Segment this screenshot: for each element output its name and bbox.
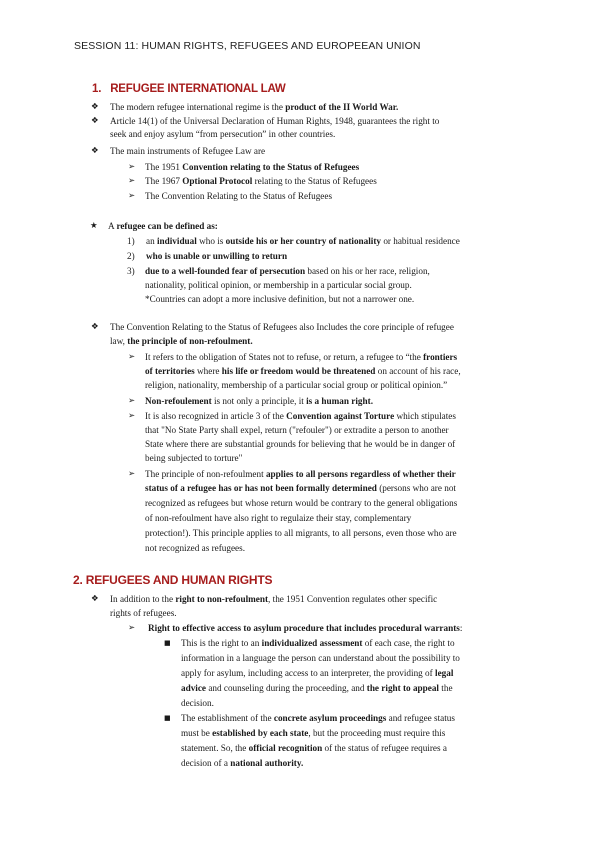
torture-convention-line-4: being subjected to torture": [145, 453, 243, 463]
definition-item-2: who is unable or unwilling to return: [146, 251, 288, 261]
definition-item-3: due to a well-founded fear of persecution based on his or her race, religion,: [145, 266, 430, 276]
applies-to-all-line-6: not recognized as refugees.: [145, 543, 245, 553]
arrow-bullet-icon: ➢: [128, 162, 136, 172]
torture-convention-line-3: State where there are substantial grounds for believing that he would be in danger of: [145, 439, 456, 449]
asylum-procedure-right: Right to effective access to asylum procedure that includes procedural warrants:: [148, 623, 463, 633]
refoulement-obligation-line-1: It refers to the obligation of States not to refuse, or return, a refugee to “the frontiers: [145, 352, 458, 362]
individual-assessment-line-3: apply for asylum, including access to an interpreter, the providing of legal: [181, 668, 454, 678]
asylum-proceedings-line-2: must be established by each state, but the proceeding must require this: [181, 728, 446, 738]
convention-core-principle-line-1: The Convention Relating to the Status of Refugees also Includes the core principle of refugee: [110, 322, 454, 332]
bullet-udhr-line-2: seek and enjoy asylum “from persecution” in other countries.: [110, 129, 336, 139]
instrument-convention-status: The Convention Relating to the Status of Refugees: [145, 191, 333, 201]
definition-item-3-number: 3): [127, 266, 135, 276]
square-bullet-icon: ■: [164, 714, 171, 722]
definition-item-3-line-2: nationality, political opinion, or membership in a particular social group.: [145, 280, 412, 290]
arrow-bullet-icon: ➢: [128, 176, 136, 186]
section-1-title: REFUGEE INTERNATIONAL LAW: [110, 83, 286, 95]
other-rights-line-1: In addition to the right to non-refoulment, the 1951 Convention regulates other specific: [110, 594, 438, 604]
individual-assessment-line-4: advice and counseling during the proceeding, and the right to appeal the: [181, 683, 453, 693]
arrow-bullet-icon: ➢: [128, 411, 136, 421]
other-rights-line-2: rights of refugees.: [110, 608, 177, 618]
applies-to-all-line-1: The principle of non-refoulment applies to all persons regardless of whether their: [145, 469, 456, 479]
definition-item-1-number: 1): [127, 236, 135, 246]
applies-to-all-line-2: status of a refugee has or has not been formally determined (persons who are not: [145, 483, 456, 493]
section-1-number: 1.: [92, 83, 102, 95]
arrow-bullet-icon: ➢: [128, 623, 136, 633]
diamond-bullet-icon: ❖: [91, 594, 99, 604]
definition-item-2-number: 2): [127, 251, 135, 261]
section-2-heading: 2. REFUGEES AND HUMAN RIGHTS: [73, 573, 273, 587]
diamond-bullet-icon: ❖: [91, 116, 99, 126]
individual-assessment-line-5: decision.: [181, 698, 214, 708]
individual-assessment-line-2: information in a language the person can understand about the possibility to: [181, 653, 460, 663]
asylum-proceedings-line-4: decision of a national authority.: [181, 758, 304, 768]
torture-convention-line-2: that "No State Party shall expel, return ("refouler") or extradite a person to another: [145, 425, 449, 435]
refoulement-obligation-line-3: religion, nationality, membership of a particular social group or political opinion.”: [145, 380, 448, 390]
section-1-heading: [92, 83, 286, 95]
convention-core-principle-line-2: law, the principle of non-refoulment.: [110, 336, 253, 346]
square-bullet-icon: ■: [164, 639, 171, 647]
arrow-bullet-icon: ➢: [128, 191, 136, 201]
diamond-bullet-icon: ❖: [91, 322, 99, 332]
arrow-bullet-icon: ➢: [128, 396, 136, 406]
diamond-bullet-icon: ❖: [91, 146, 99, 156]
bullet-main-instruments: The main instruments of Refugee Law are: [110, 146, 266, 156]
bullet-wwii-origin: The modern refugee international regime is the product of the II World War.: [110, 102, 399, 112]
definition-item-1: an individual who is outside his or her country of nationality or habitual residence: [146, 236, 460, 246]
refoulement-obligation-line-2: of territories where his life or freedom would be threatened on account of his race,: [145, 366, 461, 376]
definition-note: *Countries can adopt a more inclusive definition, but not a narrower one.: [145, 294, 415, 304]
asylum-proceedings-line-1: The establishment of the concrete asylum proceedings and refugee status: [181, 713, 455, 723]
diamond-bullet-icon: ❖: [91, 102, 99, 112]
asylum-proceedings-line-3: statement. So, the official recognition of the status of refugee requires a: [181, 743, 447, 753]
torture-convention-line-1: It is also recognized in article 3 of the Convention against Torture which stipulates: [145, 411, 456, 421]
individual-assessment-line-1: This is the right to an individualized assessment of each case, the right to: [181, 638, 455, 648]
non-refoulement-human-right: Non-refoulement is not only a principle, it is a human right.: [145, 396, 373, 406]
arrow-bullet-icon: ➢: [128, 352, 136, 362]
applies-to-all-line-3: recognized as refugees but whose return would be contrary to the general obligations: [145, 498, 458, 508]
applies-to-all-line-5: protection!). This principle applies to all migrants, to all persons, even those who are: [145, 528, 457, 538]
arrow-bullet-icon: ➢: [128, 469, 136, 479]
applies-to-all-line-4: of non-refoulment have also right to regulaize their stay, complementary: [145, 513, 412, 523]
session-header: SESSION 11: HUMAN RIGHTS, REFUGEES AND EUROPEEAN UNION: [74, 40, 421, 52]
star-bullet-icon: ★: [90, 221, 98, 231]
bullet-udhr-line-1: Article 14(1) of the Universal Declaration of Human Rights, 1948, guarantees the right to: [110, 116, 440, 126]
refugee-definition-intro: A refugee can be defined as:: [108, 221, 218, 231]
instrument-1967-protocol: The 1967 Optional Protocol relating to the Status of Refugees: [145, 176, 377, 186]
instrument-1951-convention: The 1951 Convention relating to the Status of Refugees: [145, 162, 360, 172]
